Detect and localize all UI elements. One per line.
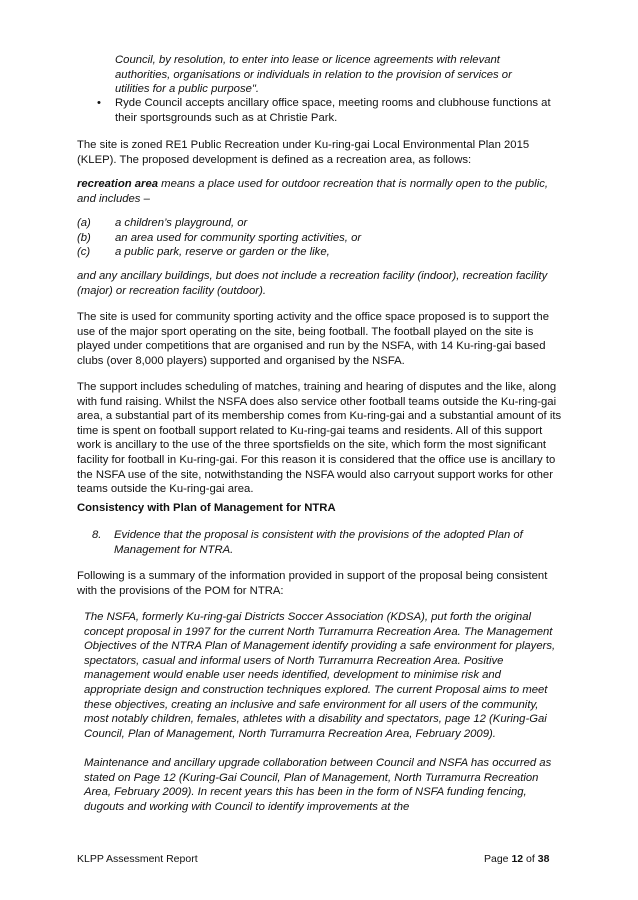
- footer-page-number: [484, 852, 549, 867]
- page-total: 38: [537, 853, 550, 865]
- quote-block-2: Maintenance and ancillary upgrade collaboration between Council and NSFA has occurred as stated on Page 12 (Kuring-Gai Council, Plan of Management, North Turramurra Recreation Area, February 2009). In recent years this has been in the form of NSFA funding fencing, dugouts and working with Council to identify improvements at the: [84, 757, 552, 813]
- quote-block-1: The NSFA, formerly Ku-ring-gai Districts Soccer Association (KDSA), put forth the original concept proposal in 1997 for the current North Turramurra Recreation Area. The Management Objectives of the NTRA Plan of Management identify providing a safe environment for players, spectators, casual and informal users of North Turramurra Recreation Area. Positive management would enable user needs identified, development to minimise risk and appropriate design and construction techniques explored. The current Proposal aims to meet these objectives, creating an inclusive and safe environment for all users of the community, most notably children, females, athletes with a disability and spectators, page 12 (Kuring-Gai Council, Plan of Management, North Turramurra Recreation Area, February 2009).: [84, 611, 556, 740]
- section-heading: Consistency with Plan of Management for NTRA: [77, 502, 336, 514]
- question-text: Evidence that the proposal is consistent with the provisions of the adopted Plan of Management for NTRA.: [114, 529, 523, 556]
- definition-item-label: (a): [77, 217, 91, 229]
- definition-item: [77, 216, 557, 231]
- definition-item-label: (b): [77, 231, 91, 244]
- bullet-dot-icon: •: [97, 97, 101, 109]
- definition-item-text: an area used for community sporting activities, or: [115, 231, 362, 244]
- footer-report-title: KLPP Assessment Report: [77, 853, 198, 865]
- page-current: 12: [511, 853, 524, 865]
- paragraph-summary: Following is a summary of the information provided in support of the proposal being consistent with the provisions of the POM for NTRA:: [77, 570, 548, 597]
- paragraph-support: The support includes scheduling of matches, training and hearing of disputes and the like, along with fund raising. Whilst the NSFA does also service other football teams outside the Ku-ring-gai area, a substantial part of its membership comes from Ku-ring-gai and a substantial amount of its time is spent on football support related to Ku-ring-gai teams and residents. All of this support work is ancillary to the use of the three sportsfields on the site, which form the most significant facility for football in Ku-ring-gai. For this reason it is considered that the office use is ancillary to the NSFA use of the site, notwithstanding the NSFA would also carryout support works for other teams outside the Ku-ring-gai area.: [77, 381, 562, 496]
- continued-quote-text: Council, by resolution, to enter into lease or licence agreements with relevant authorities, organisations or individuals in relation to the provision of services or utilities for a public purpose".: [115, 54, 512, 96]
- definition-list: [77, 216, 557, 260]
- page-prefix: Page: [484, 853, 512, 865]
- page-separator: of: [523, 853, 538, 865]
- definition-intro-text: means a place used for outdoor recreation that is normally open to the public, and includes –: [77, 178, 548, 205]
- question-number: 8.: [92, 529, 102, 541]
- definition-item-text: a children’s playground, or: [115, 217, 248, 229]
- definition-item-text: a public park, reserve or garden or the like,: [115, 246, 330, 259]
- bullet-text: Ryde Council accepts ancillary office space, meeting rooms and clubhouse functions at their sportsgrounds such as at Christie Park.: [115, 97, 551, 124]
- definition-term: recreation area: [77, 178, 159, 190]
- definition-closing: and any ancillary buildings, but does not include a recreation facility (indoor), recreation facility (major) or recreation facility (outdoor).: [77, 270, 548, 297]
- definition-item: [77, 245, 557, 260]
- paragraph-zoning: The site is zoned RE1 Public Recreation under Ku-ring-gai Local Environmental Plan 2015 (KLEP). The proposed development is defined as a recreation area, as follows:: [77, 139, 530, 166]
- definition-item-label: (c): [77, 246, 91, 259]
- paragraph-use: The site is used for community sporting activity and the office space proposed is to support the use of the major sport operating on the site, being football. The football played on the site is played under competitions that are organised and run by the NSFA, with 14 Ku-ring-gai based clubs (over 8,000 players) supported and organised by the NSFA.: [77, 311, 549, 367]
- definition-item: [77, 231, 557, 246]
- definition-intro: [77, 177, 563, 206]
